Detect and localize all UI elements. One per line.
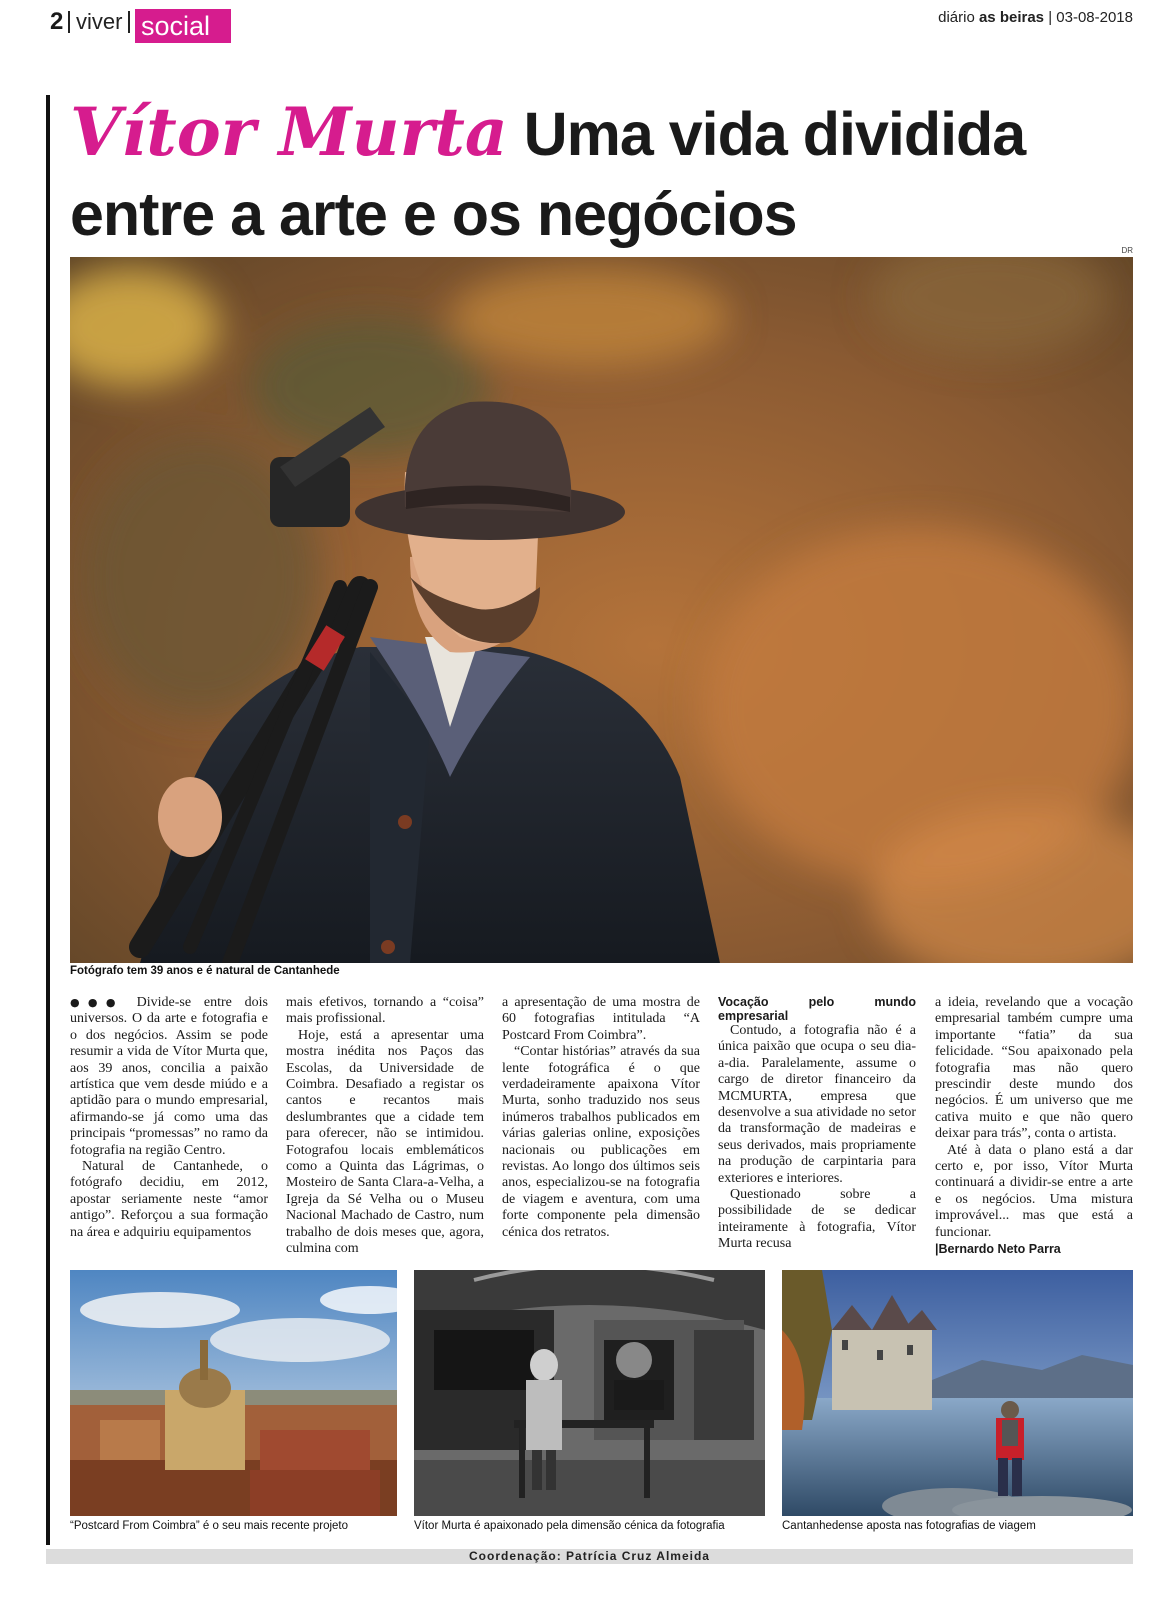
paragraph: “Contar histórias” através da sua lente fotográfica é o que verdadeiramente apaixona Vítor Murta, sonho traduzido nos seus inúmeros trabalhos publicados em várias galerias online, exposições nacionais ou publicações em revistas. Ao longo dos últimos seis anos, especializou-se na fotografia de viagem e aventura, com uma forte componente pela dimensão cénica dos retratos. xyxy=(502,1044,700,1240)
paragraph: mais efetivos, tornando a “coisa” mais profissional. xyxy=(286,995,484,1027)
article-column-2 xyxy=(286,995,484,1258)
header-divider xyxy=(68,11,70,33)
header-divider xyxy=(128,11,130,33)
main-photo-caption: Fotógrafo tem 39 anos e é natural de Cantanhede xyxy=(70,965,340,977)
coimbra-photo xyxy=(70,1270,397,1516)
photo-caption: Vítor Murta é apaixonado pela dimensão cénica da fotografia xyxy=(414,1520,725,1532)
coordination-credit: Coordenação: Patrícia Cruz Almeida xyxy=(469,1549,710,1563)
paragraph: Contudo, a fotografia não é a única paixão que ocupa o seu dia-a-dia. Paralelamente, assume o cargo de diretor financeiro da MCMURTA, empresa que desenvolve a sua atividade no setor da transformação de madeiras e seus derivados, mais propriamente na produção de carpintaria para exteriores e interiores. xyxy=(718,1023,916,1186)
lead-paragraph: ●●● Divide-se entre dois universos. O da arte e fotografia e o dos negócios. Assim se pode resumir a vida de Vítor Murta que, aos 39 anos, concilia a paixão artística que vem desde miúdo e a aptidão para o mundo empresarial, afirmando-se já como uma das principais “promessas” no ramo da fotografia na região Centro. xyxy=(70,995,269,1158)
paragraph: a ideia, revelando que a vocação empresarial também cumpre uma importante “fatia” da sua felicidade. “Sou apaixonado pela fotografia mas não quero prescindir deste mundo dos negócios. É um universo que me cativa muito e que não quero deixar para trás”, conta o artista. xyxy=(935,995,1133,1142)
photo-caption: “Postcard From Coimbra” é o seu mais recente projeto xyxy=(70,1520,349,1532)
section-name: viver xyxy=(76,9,123,34)
headline-text: Uma vida dividida entre a arte e os negócios xyxy=(70,100,1026,248)
paragraph: Até à data o plano está a dar certo e, por isso, Vítor Murta continuará a dividir-se entre a arte e os negócios. Uma mistura improvável... mas que está a funcionar. xyxy=(935,1142,1133,1240)
paragraph: Hoje, está a apresentar uma mostra inédita nos Paços das Escolas, da Universidade de Coimbra. Desafiado a registar os cantos e recantos mais deslumbrantes que a cidade tem para oferecer, não se intimidou. Fotografou locais emblemáticos como a Quinta das Lágrimas, o Mosteiro de Santa Clara-a-Velha, a Igreja da Sé Velha ou o Museu Nacional Machado de Castro, num trabalho de dois meses que, agora, culmina com xyxy=(286,1027,484,1257)
traveler-by-lake-image xyxy=(782,1270,1133,1516)
paper-masthead xyxy=(938,9,1133,26)
photographer-portrait-image xyxy=(70,257,1133,963)
castle-photo xyxy=(782,1270,1133,1516)
main-photo xyxy=(70,257,1133,963)
article-column-4 xyxy=(718,995,916,1253)
workshop-photo xyxy=(414,1270,765,1516)
photographer-at-work-image xyxy=(414,1270,765,1516)
paragraph: Natural de Cantanhede, o fotógrafo decidiu, em 2012, apostar seriamente neste “amor antigo”. Reforçou a sua formação na área e adquiriu equipamentos xyxy=(70,1159,268,1240)
headline xyxy=(70,92,1130,254)
paragraph: a apresentação de uma mostra de 60 fotografias intitulada “A Postcard From Coimbra”. xyxy=(502,995,700,1043)
paragraph: Questionado sobre a possibilidade de se dedicar inteiramente à fotografia, Vítor Murta recusa xyxy=(718,1187,916,1252)
page-number: 2 xyxy=(50,8,64,35)
subheading: Vocação pelo mundo empresarial xyxy=(718,995,916,1023)
coimbra-cityscape-image xyxy=(70,1270,397,1516)
paper-name: as beiras xyxy=(978,9,1045,26)
headline-name: Vítor Murta xyxy=(70,93,508,171)
paper-prefix: diário xyxy=(938,9,975,26)
photo-caption: Cantanhedense aposta nas fotografias de viagem xyxy=(782,1520,1036,1532)
issue-date: 03-08-2018 xyxy=(1056,9,1133,26)
paper-divider: | xyxy=(1048,9,1053,26)
article-column-5 xyxy=(935,995,1133,1259)
lead-dots-icon: ●●● xyxy=(70,996,124,1009)
article-column-3 xyxy=(502,995,700,1241)
photo-credit: DR xyxy=(1121,246,1133,255)
byline: |Bernardo Neto Parra xyxy=(935,1242,1061,1257)
left-rule xyxy=(46,95,50,1545)
section-tag: social xyxy=(135,9,231,43)
article-column-1 xyxy=(70,995,268,1241)
